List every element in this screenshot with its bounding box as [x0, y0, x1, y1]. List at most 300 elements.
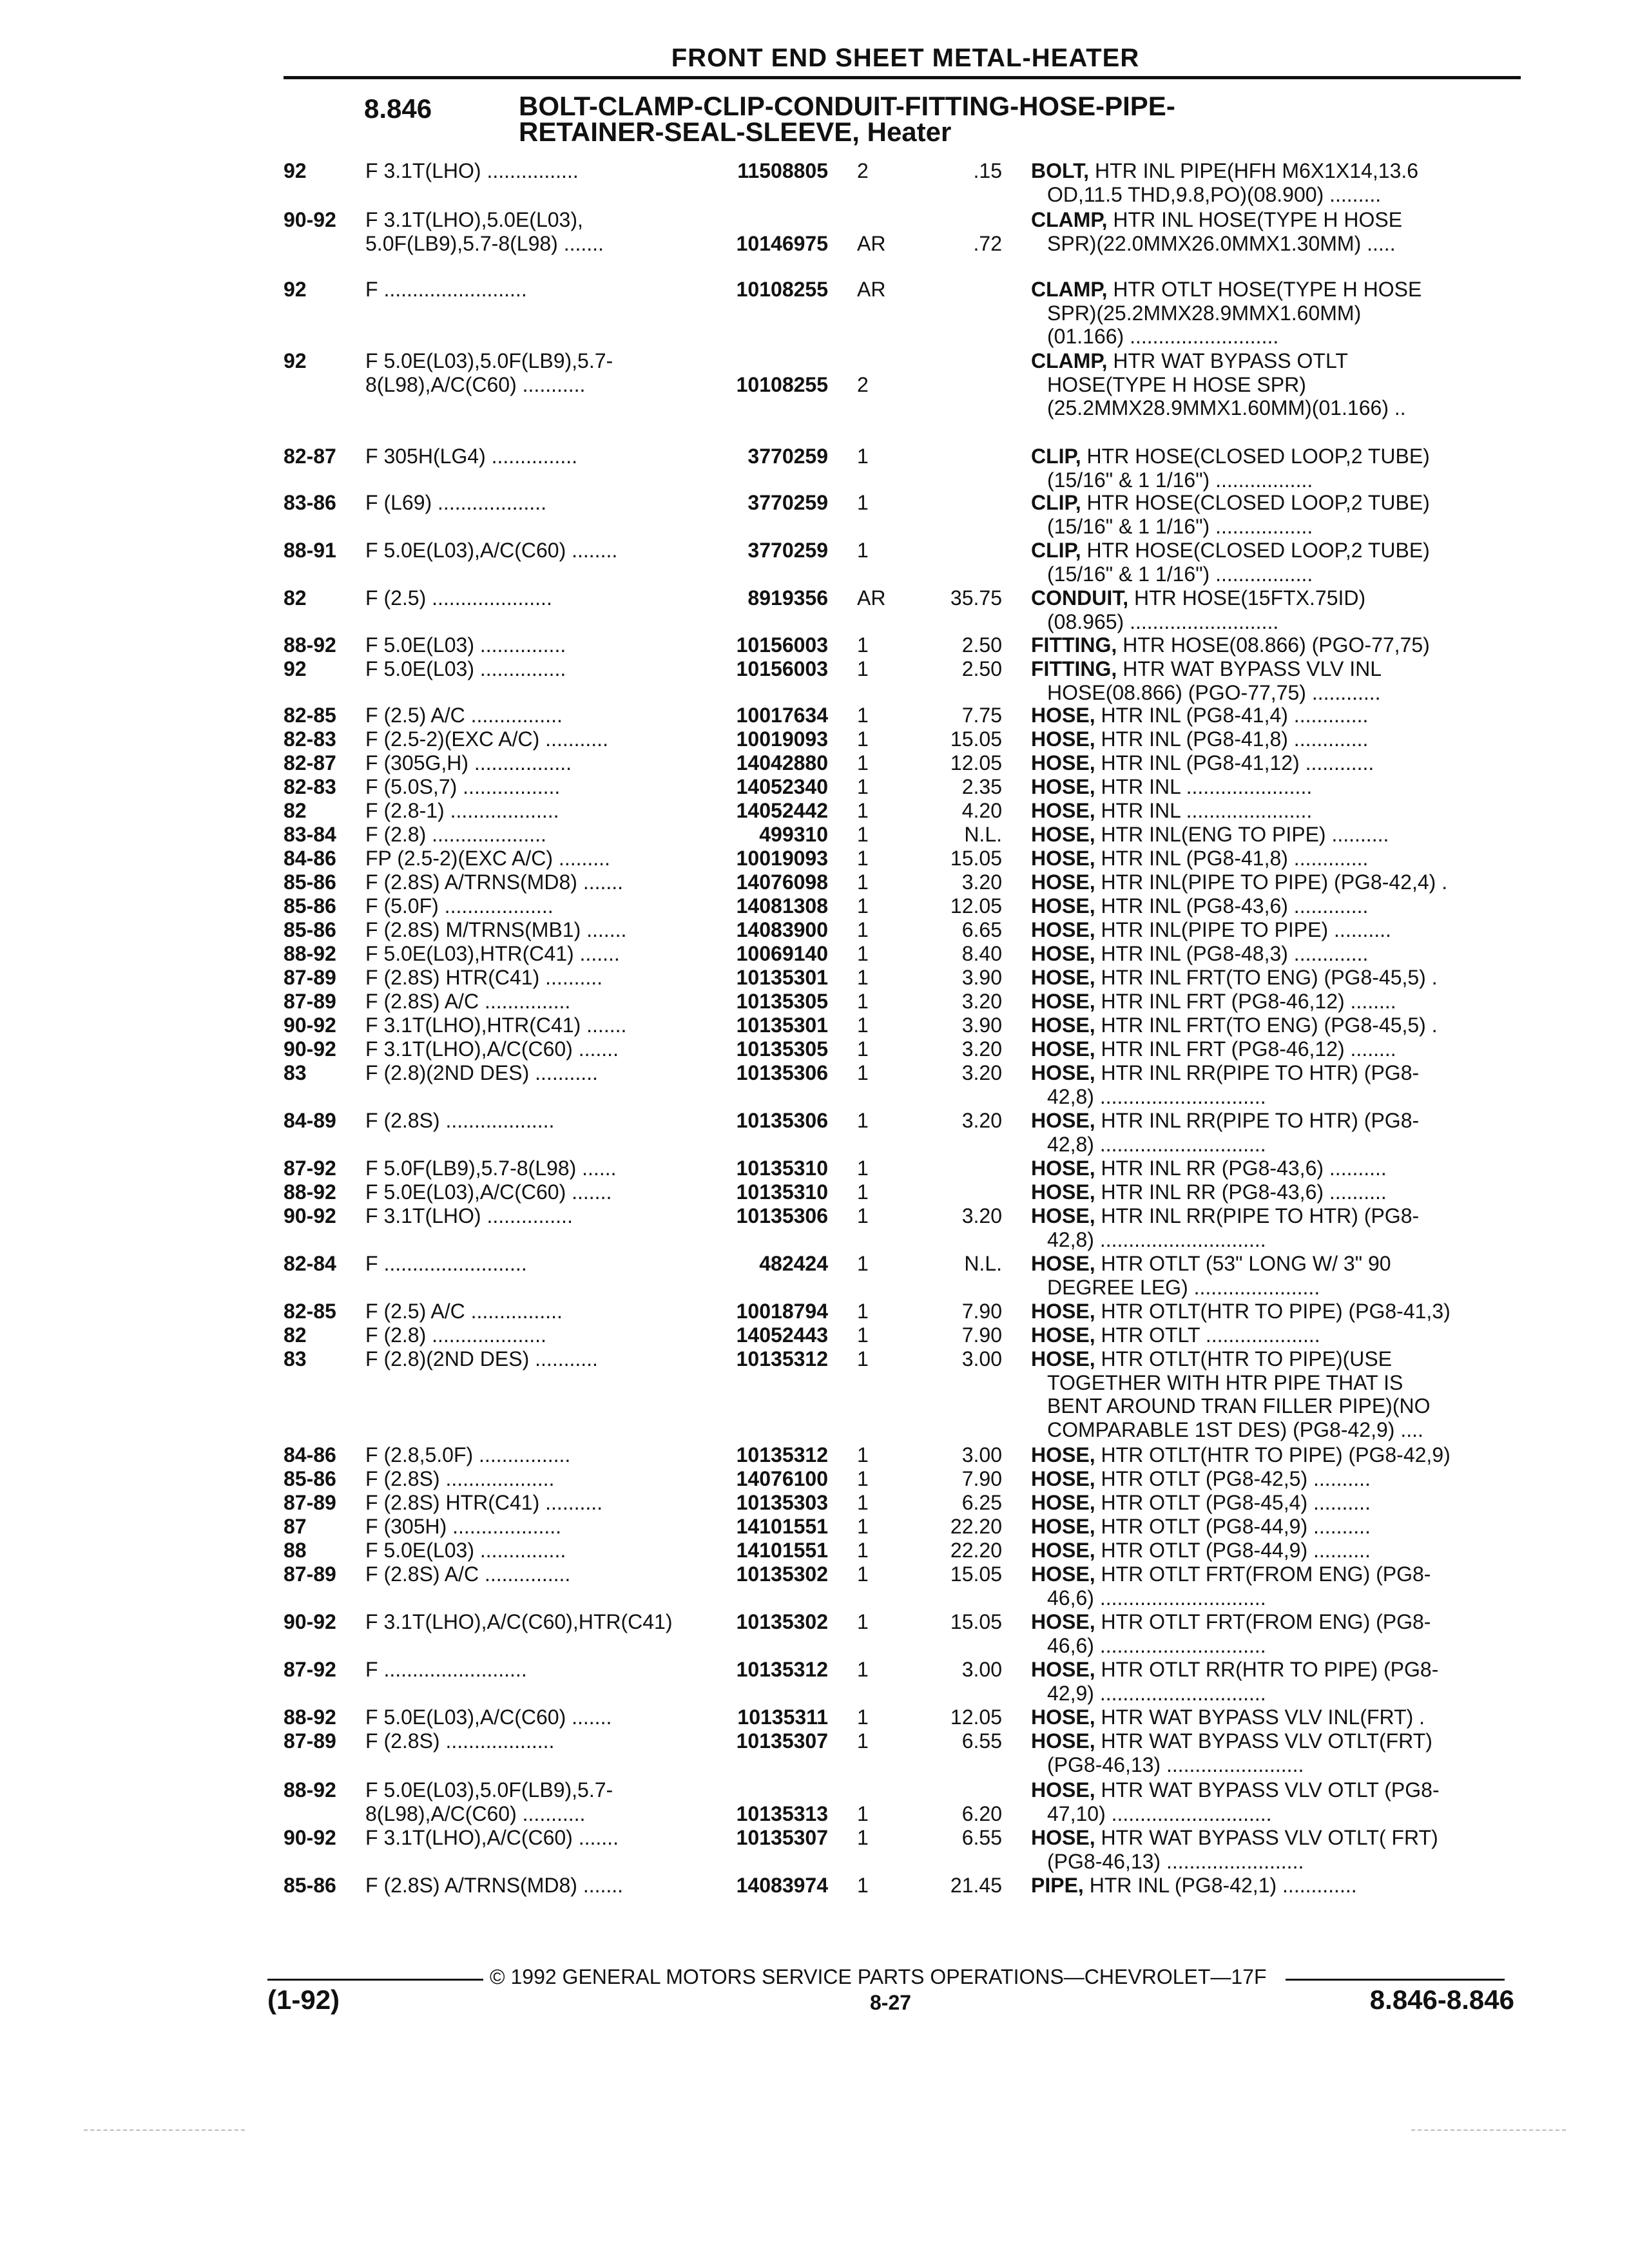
section-title-line: BOLT-CLAMP-CLIP-CONDUIT-FITTING-HOSE-PIPE-	[519, 91, 1175, 121]
part-type: HOSE,	[1031, 1157, 1095, 1180]
quantity: 1	[857, 1014, 869, 1037]
section-number: 8.846	[364, 93, 432, 124]
part-name	[1031, 1826, 1498, 1873]
usage-line: F (2.8S) A/C ...............	[365, 990, 571, 1013]
part-name	[1031, 1323, 1498, 1347]
price: 22.20	[950, 1515, 1002, 1538]
part-name-line	[1031, 633, 1498, 657]
part-name-text: HTR INL ......................	[1101, 775, 1313, 798]
usage-line: F 5.0F(LB9),5.7-8(L98) ......	[365, 1157, 617, 1180]
part-number: 10146975	[736, 231, 828, 255]
usage-description	[365, 1658, 706, 1682]
price: 6.55	[961, 1826, 1002, 1849]
usage-line: F 3.1T(LHO),A/C(C60) .......	[365, 1826, 619, 1849]
usage-description	[365, 1323, 706, 1347]
part-name-text: HTR OTLT FRT(FROM ENG) (PG8-	[1101, 1610, 1431, 1633]
part-name-line: TOGETHER WITH HTR PIPE THAT IS	[1047, 1370, 1403, 1394]
model-years: 85-86	[284, 1874, 336, 1897]
price: 3.90	[961, 966, 1002, 989]
usage-line: F 305H(LG4) ...............	[365, 445, 577, 468]
part-type: FITTING,	[1031, 657, 1117, 680]
usage-description	[365, 1300, 706, 1323]
usage-line: F 5.0E(L03) ...............	[365, 633, 566, 657]
usage-description	[365, 1467, 706, 1491]
part-name-text: HTR OTLT(HTR TO PIPE) (PG8-42,9)	[1101, 1443, 1451, 1466]
usage-line: F (2.8)(2ND DES) ...........	[365, 1061, 598, 1084]
model-years: 87-89	[284, 1491, 336, 1514]
part-name	[1031, 1109, 1498, 1156]
usage-line: F (5.0S,7) .................	[365, 775, 561, 798]
part-name-text: HTR INL FRT (PG8-46,12) ........	[1101, 990, 1396, 1013]
part-type: HOSE,	[1031, 1252, 1095, 1275]
usage-line: F (2.5) A/C ................	[365, 1300, 563, 1323]
price: 6.20	[961, 1802, 1002, 1825]
usage-description	[365, 704, 706, 727]
part-name	[1031, 1443, 1498, 1467]
model-years: 82-83	[284, 727, 336, 751]
part-number: 10135303	[736, 1491, 828, 1514]
part-name	[1031, 586, 1498, 633]
usage-description	[365, 1037, 706, 1061]
part-name-line: 46,6) .............................	[1047, 1633, 1266, 1657]
part-type: HOSE,	[1031, 775, 1095, 798]
model-years: 88-92	[284, 942, 336, 965]
usage-description	[365, 1252, 706, 1276]
price: 22.20	[950, 1539, 1002, 1562]
usage-line: F (305G,H) .................	[365, 751, 572, 774]
usage-line: F (2.5) A/C ................	[365, 704, 563, 727]
model-years: 85-86	[284, 1467, 336, 1490]
part-name	[1031, 445, 1498, 492]
part-name-text: HTR INL (PG8-41,8) .............	[1101, 847, 1369, 870]
quantity: 1	[857, 990, 869, 1013]
page-title: FRONT END SHEET METAL-HEATER	[671, 44, 1140, 72]
part-name-text: HTR INL FRT(TO ENG) (PG8-45,5) .	[1101, 1014, 1438, 1037]
part-name-text: HTR OTLT (PG8-42,5) ..........	[1101, 1467, 1371, 1490]
part-type: HOSE,	[1031, 1347, 1095, 1370]
part-number: 10156003	[736, 633, 828, 657]
part-name-line	[1031, 491, 1498, 515]
part-name-line	[1031, 1610, 1498, 1634]
price: 8.40	[961, 942, 1002, 965]
part-number: 10135311	[737, 1706, 828, 1729]
price: 3.00	[961, 1443, 1002, 1466]
usage-line: F (2.8) ....................	[365, 1323, 546, 1347]
usage-description	[365, 1826, 706, 1850]
quantity: AR	[857, 586, 886, 610]
part-name-line: SPR)(25.2MMX28.9MMX1.60MM)	[1047, 301, 1362, 325]
part-name-line	[1031, 1778, 1498, 1802]
part-type: CLIP,	[1031, 445, 1081, 468]
part-number: 14101551	[736, 1539, 828, 1562]
part-name	[1031, 208, 1498, 255]
part-name-line: (15/16" & 1 1/16") .................	[1047, 468, 1313, 492]
part-name-text: HTR OTLT (PG8-44,9) ..........	[1101, 1515, 1371, 1538]
part-number: 14042880	[736, 751, 828, 774]
usage-line: F 5.0E(L03),5.0F(LB9),5.7-	[365, 1778, 613, 1802]
part-name-line	[1031, 1826, 1498, 1850]
part-number: 10135306	[736, 1204, 828, 1227]
part-type: HOSE,	[1031, 823, 1095, 846]
model-years: 90-92	[284, 1610, 336, 1633]
part-name-text: HTR INL PIPE(HFH M6X1X14,13.6	[1094, 159, 1419, 182]
usage-description	[365, 1347, 706, 1371]
part-type: HOSE,	[1031, 1562, 1095, 1586]
price: 15.05	[950, 1562, 1002, 1586]
model-years: 87-89	[284, 1562, 336, 1586]
part-number: 10135306	[736, 1061, 828, 1084]
part-type: HOSE,	[1031, 847, 1095, 870]
part-type: HOSE,	[1031, 751, 1095, 774]
part-name-text: HTR WAT BYPASS VLV OTLT (PG8-	[1101, 1778, 1440, 1802]
part-name-line	[1031, 445, 1498, 468]
part-name-text: HTR INL(PIPE TO PIPE) (PG8-42,4) .	[1101, 870, 1448, 894]
usage-description	[365, 1061, 706, 1085]
model-years: 82-83	[284, 775, 336, 798]
part-name	[1031, 1467, 1498, 1491]
part-name	[1031, 1300, 1498, 1323]
part-name	[1031, 1061, 1498, 1108]
price: 3.20	[961, 1061, 1002, 1084]
part-type: HOSE,	[1031, 1610, 1095, 1633]
quantity: 1	[857, 1826, 869, 1849]
price: 3.00	[961, 1658, 1002, 1681]
part-number: 10135313	[736, 1802, 828, 1825]
part-name-line	[1031, 1300, 1498, 1323]
part-name-line: COMPARABLE 1ST DES) (PG8-42,9) ....	[1047, 1418, 1423, 1441]
model-years: 92	[284, 349, 307, 372]
quantity: 2	[857, 159, 869, 182]
model-years: 82-84	[284, 1252, 336, 1275]
quantity: 1	[857, 1109, 869, 1132]
part-name	[1031, 1658, 1498, 1705]
model-years: 84-86	[284, 847, 336, 870]
footer-revision-date: (1-92)	[267, 1984, 340, 2015]
quantity: 1	[857, 1658, 869, 1681]
price: 15.05	[950, 1610, 1002, 1633]
part-name-line: (08.965) ..........................	[1047, 610, 1279, 633]
part-number: 14076100	[736, 1467, 828, 1490]
part-name-line: HOSE(TYPE H HOSE SPR)	[1047, 372, 1306, 396]
usage-description	[365, 1610, 706, 1634]
part-type: HOSE,	[1031, 1300, 1095, 1323]
model-years: 83	[284, 1061, 307, 1084]
part-name-text: HTR OTLT (PG8-44,9) ..........	[1101, 1539, 1371, 1562]
part-type: HOSE,	[1031, 942, 1095, 965]
part-name-text: HTR WAT BYPASS VLV INL	[1123, 657, 1382, 680]
part-number: 3770259	[747, 539, 828, 562]
part-name-line	[1031, 1037, 1498, 1061]
quantity: 1	[857, 799, 869, 822]
quantity: 1	[857, 1157, 869, 1180]
model-years: 83-84	[284, 823, 336, 846]
part-number: 14052443	[736, 1323, 828, 1347]
usage-line: F 3.1T(LHO),HTR(C41) .......	[365, 1014, 627, 1037]
part-name-line	[1031, 1109, 1498, 1133]
model-years: 82-85	[284, 704, 336, 727]
part-type: HOSE,	[1031, 1826, 1095, 1849]
part-name-line: (PG8-46,13) ........................	[1047, 1753, 1304, 1776]
quantity: 1	[857, 1347, 869, 1370]
footer-section-range: 8.846-8.846	[1369, 1984, 1514, 2015]
part-name	[1031, 1539, 1498, 1562]
part-name-text: HTR INL RR(PIPE TO HTR) (PG8-	[1101, 1109, 1420, 1132]
usage-description	[365, 349, 706, 396]
part-name-line	[1031, 1157, 1498, 1180]
part-number: 3770259	[747, 445, 828, 468]
part-name-line	[1031, 870, 1498, 894]
quantity: 1	[857, 1323, 869, 1347]
part-name-line: SPR)(22.0MMX26.0MMX1.30MM) .....	[1047, 231, 1396, 255]
part-name	[1031, 918, 1498, 942]
part-number: 10018794	[736, 1300, 828, 1323]
usage-line: F .........................	[365, 278, 527, 301]
part-number: 10135307	[736, 1826, 828, 1849]
part-name-line	[1031, 586, 1498, 610]
quantity: 1	[857, 1515, 869, 1538]
usage-line: F 5.0E(L03) ...............	[365, 1539, 566, 1562]
quantity: 1	[857, 918, 869, 941]
quantity: 1	[857, 847, 869, 870]
part-number: 499310	[759, 823, 828, 846]
quantity: AR	[857, 278, 886, 301]
part-name	[1031, 657, 1498, 704]
model-years: 82	[284, 1323, 307, 1347]
part-name-line	[1031, 1347, 1498, 1371]
part-name-text: HTR INL FRT(TO ENG) (PG8-45,5) .	[1101, 966, 1438, 989]
usage-line: F (2.8S) A/TRNS(MD8) .......	[365, 1874, 624, 1897]
part-name-text: HTR INL (PG8-43,6) .............	[1101, 894, 1369, 918]
part-name	[1031, 823, 1498, 847]
quantity: 1	[857, 1491, 869, 1514]
part-type: CONDUIT,	[1031, 586, 1129, 610]
part-name	[1031, 1491, 1498, 1515]
part-number: 10108255	[736, 278, 828, 301]
part-name-text: HTR INL (PG8-41,8) .............	[1101, 727, 1369, 751]
usage-line: F 3.1T(LHO) ................	[365, 159, 579, 182]
part-name-text: HTR INL (PG8-42,1) .............	[1089, 1874, 1357, 1897]
part-name-line: (01.166) ..........................	[1047, 325, 1279, 348]
part-name-line	[1031, 1061, 1498, 1085]
part-name-line	[1031, 1252, 1498, 1276]
part-name	[1031, 539, 1498, 586]
part-type: HOSE,	[1031, 1467, 1095, 1490]
part-name-line	[1031, 1729, 1498, 1753]
usage-description	[365, 1515, 706, 1539]
part-number: 14083900	[736, 918, 828, 941]
part-name-line	[1031, 349, 1498, 373]
quantity: 1	[857, 966, 869, 989]
usage-line: F (2.8,5.0F) ................	[365, 1443, 571, 1466]
footer-copyright: © 1992 GENERAL MOTORS SERVICE PARTS OPERATIONS—CHEVROLET—17F	[490, 1965, 1267, 1988]
usage-line: F .........................	[365, 1658, 527, 1681]
part-name-text: HTR OTLT ....................	[1101, 1323, 1320, 1347]
usage-description	[365, 657, 706, 681]
model-years: 85-86	[284, 918, 336, 941]
part-name-text: HTR INL RR(PIPE TO HTR) (PG8-	[1101, 1061, 1420, 1084]
part-name-line	[1031, 539, 1498, 562]
usage-line: F (2.8)(2ND DES) ...........	[365, 1347, 598, 1370]
usage-description	[365, 445, 706, 468]
quantity: 1	[857, 823, 869, 846]
part-name-line	[1031, 1180, 1498, 1204]
section-title-line: RETAINER-SEAL-SLEEVE, Heater	[519, 117, 952, 147]
part-type: HOSE,	[1031, 1109, 1095, 1132]
price: 4.20	[961, 799, 1002, 822]
part-type: CLAMP,	[1031, 208, 1108, 231]
part-number: 10019093	[736, 847, 828, 870]
part-name-text: HTR HOSE(CLOSED LOOP,2 TUBE)	[1086, 491, 1430, 514]
part-type: HOSE,	[1031, 1061, 1095, 1084]
part-name	[1031, 1157, 1498, 1180]
part-name-line: 46,6) .............................	[1047, 1586, 1266, 1610]
part-number: 482424	[759, 1252, 828, 1275]
part-name-text: HTR INL RR (PG8-43,6) ..........	[1101, 1180, 1387, 1204]
part-name-text: HTR HOSE(08.866) (PGO-77,75)	[1123, 633, 1430, 657]
part-name	[1031, 799, 1498, 823]
usage-description	[365, 1491, 706, 1515]
part-name-line	[1031, 1515, 1498, 1539]
usage-description	[365, 159, 706, 183]
usage-description	[365, 586, 706, 610]
part-type: CLIP,	[1031, 491, 1081, 514]
price: 7.75	[961, 704, 1002, 727]
part-number: 11508805	[737, 159, 828, 182]
part-type: HOSE,	[1031, 1658, 1095, 1681]
quantity: 1	[857, 1874, 869, 1897]
price: 3.20	[961, 1037, 1002, 1061]
part-name-line	[1031, 208, 1498, 232]
usage-description	[365, 1729, 706, 1753]
footer-rule-right	[1286, 1979, 1505, 1981]
usage-description	[365, 1562, 706, 1586]
usage-line: 8(L98),A/C(C60) ...........	[365, 1802, 586, 1825]
usage-line: 8(L98),A/C(C60) ...........	[365, 372, 586, 396]
price: 6.65	[961, 918, 1002, 941]
part-type: HOSE,	[1031, 918, 1095, 941]
usage-description	[365, 1706, 706, 1729]
usage-line: F 3.1T(LHO),5.0E(L03),	[365, 208, 583, 231]
part-name-text: HTR INL FRT (PG8-46,12) ........	[1101, 1037, 1396, 1061]
price: 2.35	[961, 775, 1002, 798]
part-name	[1031, 1610, 1498, 1657]
header-rule	[284, 76, 1521, 79]
usage-line: F (2.8S) ...................	[365, 1729, 555, 1753]
part-name	[1031, 990, 1498, 1014]
scan-artifact-right	[1411, 2129, 1566, 2131]
part-name	[1031, 1778, 1498, 1825]
part-name-line	[1031, 1204, 1498, 1228]
usage-description	[365, 1204, 706, 1228]
part-name-text: HTR OTLT (53" LONG W/ 3" 90	[1101, 1252, 1391, 1275]
part-name-line: HOSE(08.866) (PGO-77,75) ............	[1047, 680, 1381, 704]
part-type: HOSE,	[1031, 966, 1095, 989]
part-name	[1031, 159, 1498, 206]
part-type: HOSE,	[1031, 1323, 1095, 1347]
usage-description	[365, 870, 706, 894]
part-name-line	[1031, 1658, 1498, 1682]
usage-description	[365, 208, 706, 255]
part-name-line: 42,8) .............................	[1047, 1227, 1266, 1251]
price: 3.00	[961, 1347, 1002, 1370]
part-name-text: HTR INL (PG8-48,3) .............	[1101, 942, 1369, 965]
part-name	[1031, 1874, 1498, 1898]
price: 35.75	[950, 586, 1002, 610]
part-number: 14083974	[736, 1874, 828, 1897]
model-years: 87-89	[284, 966, 336, 989]
part-type: CLAMP,	[1031, 349, 1108, 372]
usage-description	[365, 1778, 706, 1825]
model-years: 88-91	[284, 539, 336, 562]
usage-description	[365, 1014, 706, 1037]
part-name	[1031, 704, 1498, 727]
usage-description	[365, 847, 706, 870]
part-type: CLIP,	[1031, 539, 1081, 562]
usage-description	[365, 491, 706, 515]
part-type: HOSE,	[1031, 704, 1095, 727]
part-name-line: OD,11.5 THD,9.8,PO)(08.900) .........	[1047, 182, 1382, 206]
usage-line: F (2.8-1) ...................	[365, 799, 559, 822]
part-name	[1031, 775, 1498, 799]
quantity: 1	[857, 894, 869, 918]
part-name-line	[1031, 966, 1498, 990]
part-name	[1031, 1180, 1498, 1204]
model-years: 90-92	[284, 1014, 336, 1037]
part-name-line	[1031, 1706, 1498, 1729]
part-name-text: HTR OTLT FRT(FROM ENG) (PG8-	[1101, 1562, 1431, 1586]
price: 7.90	[961, 1467, 1002, 1490]
usage-line: F (5.0F) ...................	[365, 894, 554, 918]
model-years: 88-92	[284, 1706, 336, 1729]
part-type: HOSE,	[1031, 1014, 1095, 1037]
part-name	[1031, 491, 1498, 538]
part-number: 10156003	[736, 657, 828, 680]
quantity: 1	[857, 1252, 869, 1275]
usage-description	[365, 539, 706, 562]
quantity: 1	[857, 1061, 869, 1084]
part-type: HOSE,	[1031, 990, 1095, 1013]
model-years: 88-92	[284, 1778, 336, 1802]
model-years: 87-92	[284, 1658, 336, 1681]
quantity: 1	[857, 727, 869, 751]
part-name-text: HTR INL (PG8-41,12) ............	[1101, 751, 1374, 774]
part-name	[1031, 1729, 1498, 1776]
part-number: 14101551	[736, 1515, 828, 1538]
quantity: 1	[857, 751, 869, 774]
part-name-line: (PG8-46,13) ........................	[1047, 1849, 1304, 1873]
part-name	[1031, 1204, 1498, 1251]
part-name-line	[1031, 1874, 1498, 1898]
part-name-text: HTR INL ......................	[1101, 799, 1313, 822]
part-name-line	[1031, 1323, 1498, 1347]
price: 6.55	[961, 1729, 1002, 1753]
usage-description	[365, 1109, 706, 1133]
usage-line: F 5.0E(L03),HTR(C41) .......	[365, 942, 620, 965]
part-name-line	[1031, 823, 1498, 847]
price: 15.05	[950, 727, 1002, 751]
part-name-text: HTR INL HOSE(TYPE H HOSE	[1113, 208, 1403, 231]
price: 3.20	[961, 870, 1002, 894]
part-name	[1031, 1037, 1498, 1061]
price: 3.20	[961, 1109, 1002, 1132]
usage-line: F 5.0E(L03) ...............	[365, 657, 566, 680]
footer-page-number: 8-27	[870, 1991, 912, 2014]
part-type: HOSE,	[1031, 1706, 1095, 1729]
part-name-text: HTR HOSE(CLOSED LOOP,2 TUBE)	[1086, 539, 1430, 562]
part-name	[1031, 1562, 1498, 1610]
quantity: 2	[857, 372, 869, 396]
usage-line: F (2.8) ....................	[365, 823, 546, 846]
